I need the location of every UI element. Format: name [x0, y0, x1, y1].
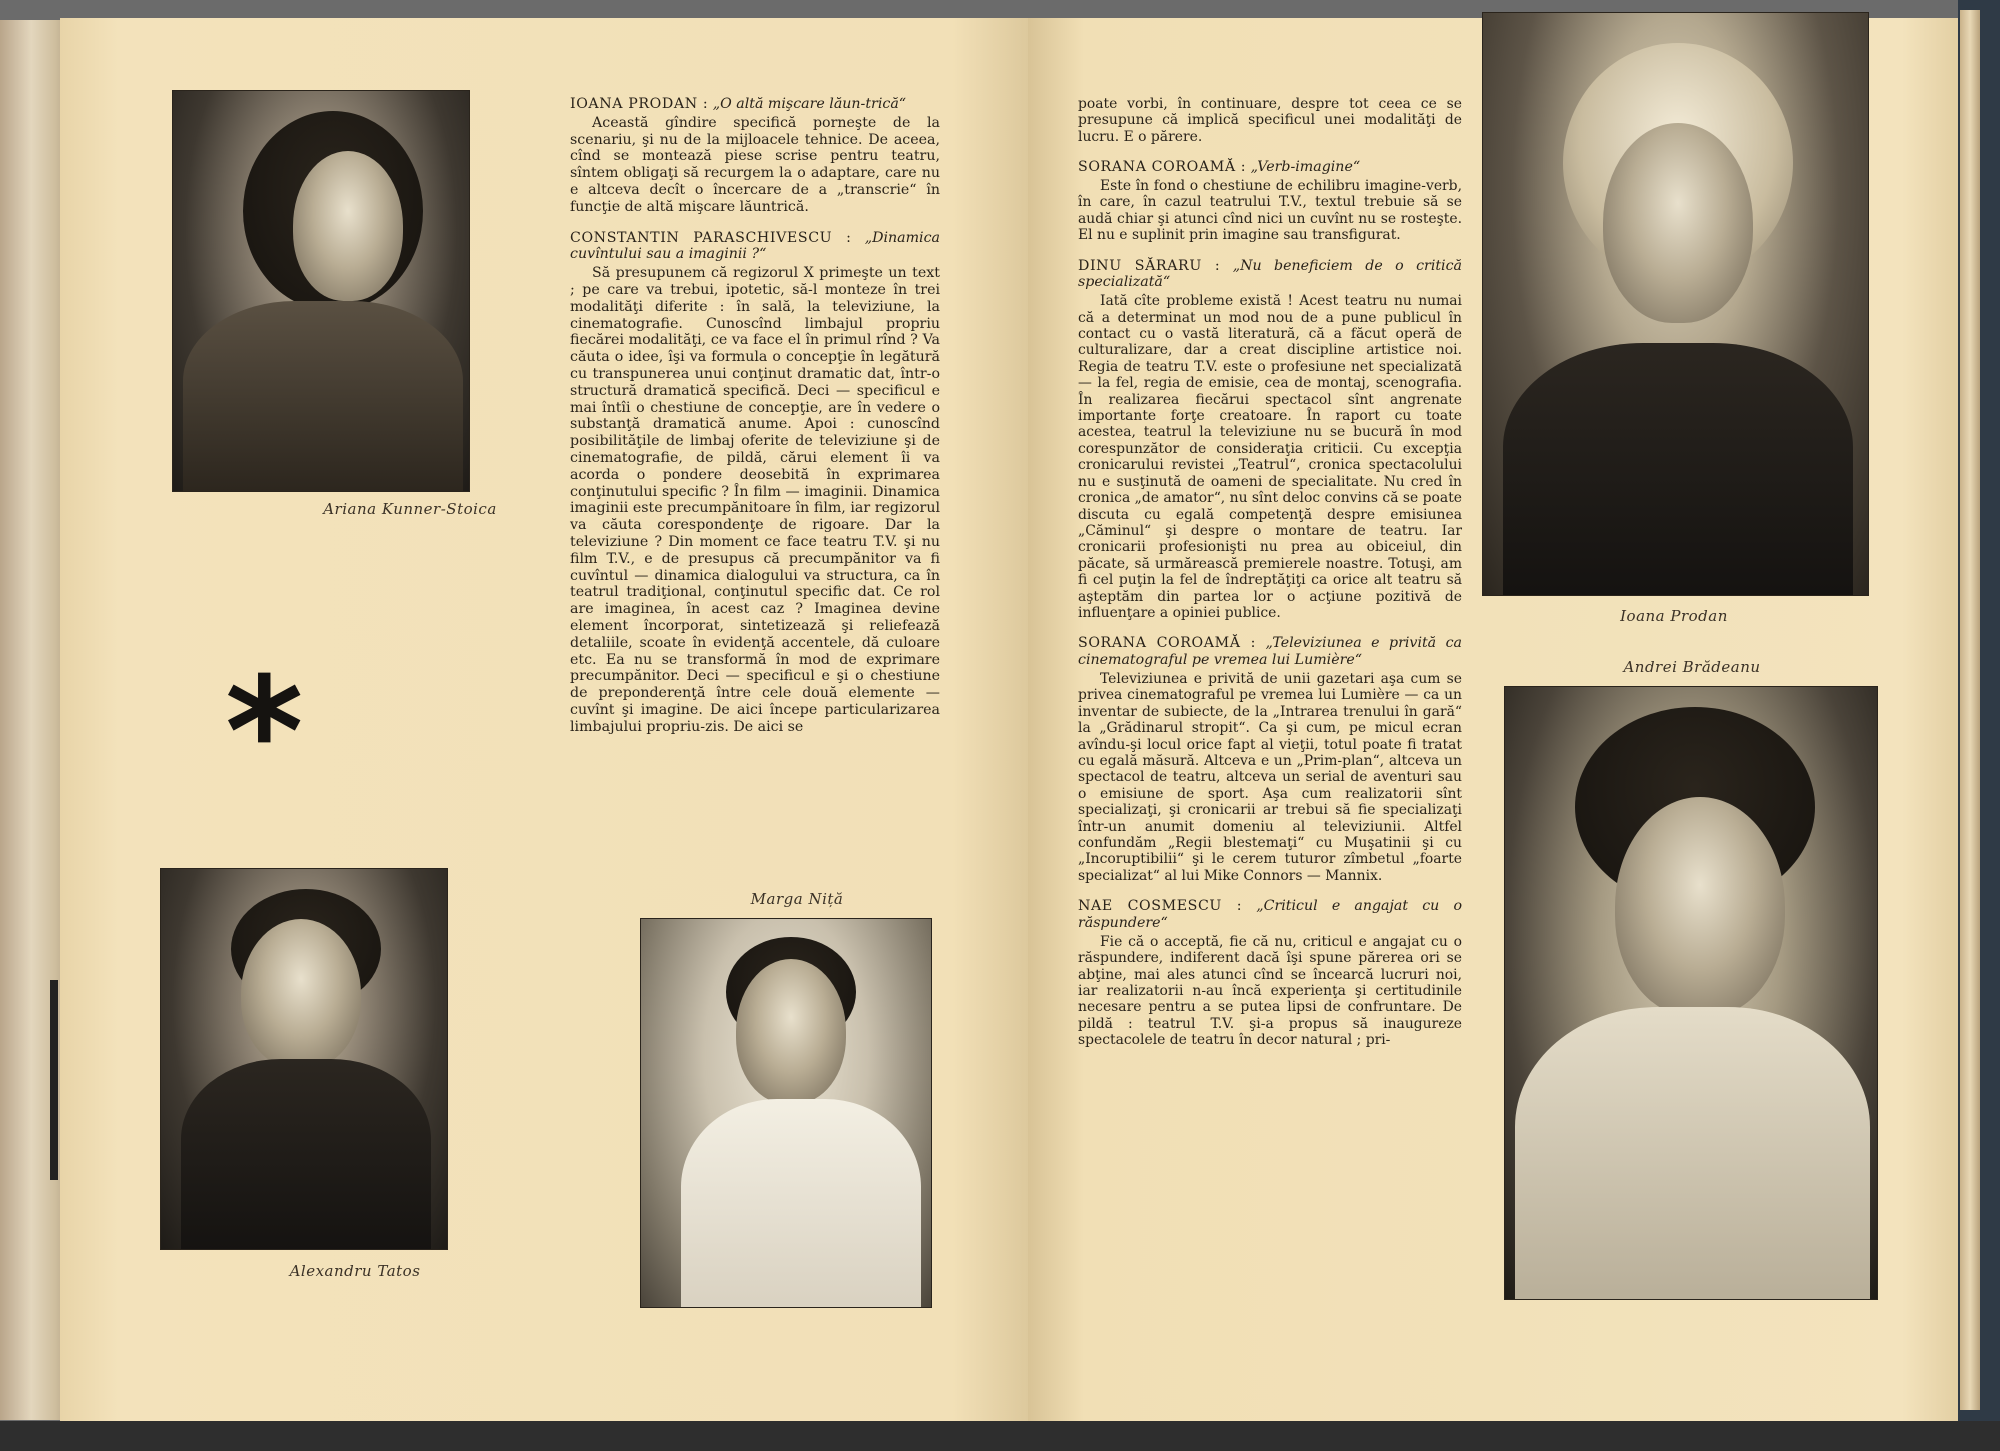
left-text-column	[570, 96, 940, 735]
section-continuation	[1078, 96, 1462, 145]
section-heading	[1078, 898, 1462, 932]
left-page	[60, 18, 1030, 1428]
section-heading	[570, 230, 940, 264]
section-heading	[1078, 635, 1462, 669]
section-heading	[570, 96, 940, 113]
section-title: „Nu beneficiem de o critică specializată“	[1078, 257, 1463, 291]
section-title: „Televiziunea e privită ca cinematograful pe vremea lui Lumière“	[1078, 635, 1462, 669]
speaker-name: CONSTANTIN PARASCHIVESCU :	[570, 229, 852, 246]
section-body: Să presupunem că regizorul X primeşte un text ; pe care va trebui, ipotetic, să-l monteze în trei modalităţi diferite : în sală, la televiziune, la cinematografie. Cunoscînd limbajul propriu fiecărei modalităţi, ce va face el în primul rînd ? Va căuta o idee, îşi va formula o concepţie în legătură cu transpunerea unui conţinut dramatic dat, într-o structură dramatică specifică. Deci — specificul e mai întîi o chestiune de concepţie, are în vedere o substanţă dramatică anume. Apoi : cunoscînd posibilităţile de limbaj oferite de televiziune şi de cinematografie, de pildă, cărui element îi va acorda o pondere deosebită în exprimarea conţinutului specific ? În film — imaginii. Dinamica imaginii este precumpănitoare în film, iar regizorul va căuta corespondenţe de rigoare. Dar la televiziune ? Din moment ce face teatru T.V. şi nu film T.V., e de presupus că precumpănitor va fi cuvîntul — dinamica dialogului va structura, ca în teatrul tradiţional, conţinutul specific dat. Ce rol are imaginea, în acest caz ? Imaginea devine element încorporat, sintetizează şi reliefează detaliile, scoate în evidenţă accentele, dă culoare etc. Ea nu se transformă în mod de exprimare precumpănitor. Deci — specificul e şi o chestiune de preponderenţă între cele două elemente — cuvînt şi imagine. De aici începe particularizarea limbajului propriu-zis. De aici se	[570, 265, 940, 735]
section-constantin-paraschivescu	[570, 230, 940, 736]
section-sorana-coroama-2	[1078, 635, 1462, 884]
photo-ioana-prodan	[1482, 12, 1869, 596]
speaker-name: SORANA COROAMĂ :	[1078, 635, 1257, 652]
section-title: „O altă mişcare lăun-trică“	[712, 96, 907, 112]
section-dinu-sararu	[1078, 258, 1462, 622]
section-body: poate vorbi, în continuare, despre tot ceea ce se presupune că implică specificul unei modalităţi de lucru. E o părere.	[1078, 96, 1462, 145]
section-body: Iată cîte probleme există ! Acest teatru nu numai că a determinat un mod nou de a pune publicul în contact cu o vastă literatură, că a făcut operă de culturalizare, dar a creat discipline artistice noi. Regia de teatru T.V. este o profesiune net specializată — la fel, regia de emisie, cea de montaj, scenografia. În realizarea fiecărui spectacol sînt angrenate importante forţe creatoare. În raport cu toate acestea, teatrul la televiziune nu se bucură în mod corespunzător de consideraţia criticii. Cu excepţia cronicarului revistei „Teatrul“, cronica spectacolului nu e susţinută de oameni de specialitate. Nu cred în cronica „de amator“, nu sînt deloc convins că se poate discuta cu egală competenţă despre emisiunea „Căminul“ şi despre o montare de teatru. Iar cronicarii profesionişti nu prea au obiceiul, din păcate, să urmărească premierele noastre. Totuşi, am fi cel puţin la fel de îndreptăţiţi ca orice alt teatru să aşteptăm din partea lor o acţiune pozitivă de influenţare a opiniei publice.	[1078, 293, 1463, 621]
photo-marga-nita	[640, 918, 932, 1308]
section-body: Televiziunea e privită de unii gazetari aşa cum se privea cinematograful pe vremea lui Lumière — ca un inventar de subiecte, de la „Intrarea trenului în gară“ la „Grădinarul stropit“. Ca şi cum, pe micul ecran avîndu-şi locul orice fapt al vieţii, totul poate fi tratat cu egală măsură. Altceva e un „Prim-plan“, altceva un spectacol de teatru, altceva un serial de aventuri sau o emisiune de sport. Aşa cum realizatorii sînt specializaţi, şi cronicarii ar trebui să fie specializaţi într-un anumit domeniu al televiziunii. Altfel confundăm „Regii blestemaţi“ cu Muşatinii şi cu „Incoruptibilii“ şi le cerem tuturor zîmbetul „foarte specializat“ al lui Mike Connors — Mannix.	[1078, 670, 1462, 884]
section-heading	[1078, 258, 1462, 292]
section-title: „Verb-imagine“	[1250, 159, 1361, 176]
caption-photo3: Marga Niță	[750, 890, 844, 908]
asterisk-ornament: *	[225, 646, 304, 820]
speaker-name: NAE COSMESCU :	[1078, 898, 1243, 915]
speaker-name: DINU SĂRARU :	[1078, 257, 1221, 274]
book-cover-right	[1958, 0, 2000, 1451]
section-sorana-coroama-1	[1078, 159, 1462, 243]
section-ioana-prodan	[570, 96, 940, 216]
caption-photo2: Alexandru Tatos	[289, 1262, 421, 1280]
section-title: „Dinamica cuvîntului sau a imaginii ?“	[570, 229, 940, 263]
speaker-name: IOANA PRODAN :	[570, 96, 709, 112]
right-page	[1028, 18, 1958, 1428]
caption-andrei-bradeanu: Andrei Brădeanu	[1623, 658, 1761, 676]
right-text-column	[1078, 96, 1462, 1049]
section-body: Este în fond o chestiune de echilibru imagine-verb, în care, în cazul teatrului T.V., textul trebuie să se audă chiar şi atunci cînd nici un cuvînt nu se rosteşte. El nu e suplinit prin imagine sau transfigurat.	[1078, 178, 1462, 244]
photo-ariana-kunner-stoica	[172, 90, 470, 492]
bottom-shadow	[0, 1421, 2000, 1451]
caption-photo1: Ariana Kunner-Stoica	[323, 500, 497, 518]
caption-ioana-prodan: Ioana Prodan	[1620, 607, 1728, 625]
section-body: Fie că o acceptă, fie că nu, criticul e angajat cu o răspundere, indiferent dacă îşi spune părerea ori se abţine, mai ales atunci cînd se încearcă lucruri noi, iar realizatorii n-au încă experienţa şi certitudinile necesare pentru a se putea lipsi de confruntare. De pildă : teatrul T.V. şi-a propus să inaugureze spectacolele de teatru în decor natural ; pri-	[1078, 933, 1462, 1049]
section-nae-cosmescu	[1078, 898, 1462, 1048]
speaker-name: SORANA COROAMĂ :	[1078, 159, 1247, 176]
section-title: „Criticul e angajat cu o răspundere“	[1078, 898, 1462, 932]
section-body: Această gîndire specifică porneşte de la scenariu, şi nu de la mijloacele tehnice. De aceea, cînd se montează piese scrise pentru teatru, sîntem obligaţi să recurgem la o adaptare, care nu e altceva decît o încercare de a „transcrie“ în funcţie de altă mişcare lăuntrică.	[570, 114, 940, 215]
section-heading	[1078, 159, 1462, 176]
photo-alexandru-tatos	[160, 868, 448, 1250]
photo-andrei-bradeanu	[1504, 686, 1878, 1300]
